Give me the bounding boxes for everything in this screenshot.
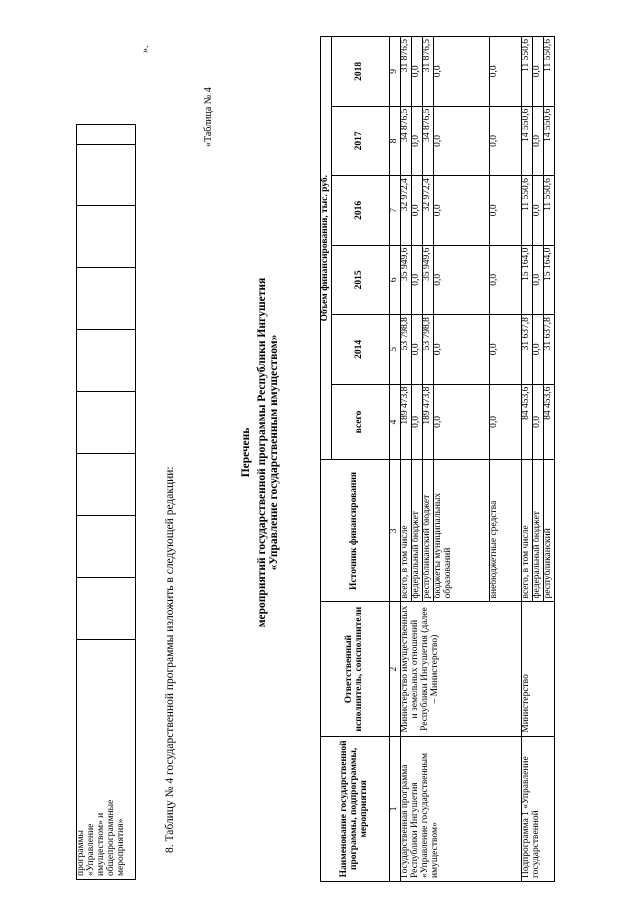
source-cell: внебюджетные средства: [489, 460, 521, 602]
column-number: 3: [389, 460, 400, 602]
value-cell: 0,0: [433, 37, 489, 107]
empty-cell: [77, 392, 136, 454]
paragraph-8: 8. Таблицу № 4 государственной программы изложить в следующей редакции:: [164, 466, 176, 853]
subprogram-executor: Министерство: [521, 602, 554, 736]
value-cell: 0,0: [411, 106, 422, 175]
header-year: 2014: [331, 315, 389, 384]
empty-cell: [77, 125, 136, 145]
empty-cell: [77, 206, 136, 268]
value-cell: 0,0: [433, 384, 489, 460]
header-row-1: [321, 37, 332, 882]
value-cell: 14 550,6: [521, 106, 532, 175]
heading-line-1: Перечень: [240, 427, 252, 478]
source-cell: всего, в том числе: [400, 460, 411, 602]
source-cell: всего, в том числе: [521, 460, 532, 602]
header-name: Наименование государственной программы, подпрограммы, мероприятия: [321, 736, 390, 881]
column-number: 5: [389, 315, 400, 384]
header-volume: Объем финансирования, тыс. руб.: [321, 37, 332, 460]
value-cell: 0,0: [489, 176, 521, 245]
value-cell: 11 550,6: [521, 176, 532, 245]
empty-cell: [77, 268, 136, 330]
value-cell: 34 876,5: [400, 106, 411, 175]
value-cell: 189 473,8: [422, 384, 433, 460]
value-cell: 84 453,6: [543, 384, 554, 460]
value-cell: 0,0: [411, 315, 422, 384]
column-number: 9: [389, 37, 400, 107]
value-cell: 14 550,6: [543, 106, 554, 175]
value-cell: 0,0: [489, 315, 521, 384]
value-cell: 0,0: [411, 245, 422, 314]
column-number-row: [389, 37, 400, 882]
table-row: [521, 37, 532, 882]
value-cell: 15 164,0: [543, 245, 554, 314]
empty-cell: [77, 145, 136, 206]
value-cell: 0,0: [532, 176, 543, 245]
program-executor: Министерство имущественных и земельных отношений Республики Ингушетия (далее – Министерство): [400, 602, 521, 736]
value-cell: 0,0: [489, 106, 521, 175]
column-number: 1: [389, 736, 400, 881]
value-cell: 35 949,6: [400, 245, 411, 314]
source-cell: республиканский бюджет: [422, 460, 433, 602]
value-cell: 0,0: [489, 245, 521, 314]
source-cell: федеральный бюджет: [532, 460, 543, 602]
value-cell: 0,0: [411, 176, 422, 245]
value-cell: 53 798,8: [422, 315, 433, 384]
value-cell: 0,0: [433, 245, 489, 314]
empty-cell: [77, 578, 136, 640]
table-number-label: «Таблица № 4: [203, 87, 214, 147]
heading-line-2: мероприятий государственной программы Республики Ингушетия: [256, 277, 268, 628]
value-cell: 0,0: [489, 37, 521, 107]
value-cell: 189 473,8: [400, 384, 411, 460]
value-cell: 0,0: [433, 106, 489, 175]
value-cell: 0,0: [433, 315, 489, 384]
value-cell: 0,0: [532, 315, 543, 384]
closing-quote-mark: ».: [140, 45, 151, 53]
fragment-line: программы: [76, 830, 86, 876]
value-cell: 0,0: [411, 37, 422, 107]
value-cell: 31 876,5: [400, 37, 411, 107]
empty-cell: [77, 454, 136, 516]
source-cell: республиканский: [543, 460, 554, 602]
value-cell: 0,0: [532, 384, 543, 460]
value-cell: 0,0: [489, 384, 521, 460]
column-number: 2: [389, 602, 400, 736]
header-year: 2016: [331, 176, 389, 245]
header-year: 2018: [331, 37, 389, 107]
value-cell: 0,0: [411, 384, 422, 460]
column-number: 6: [389, 245, 400, 314]
program-activities-table: [320, 36, 555, 882]
value-cell: 11 550,6: [543, 37, 554, 107]
value-cell: 0,0: [532, 37, 543, 107]
value-cell: 11 550,6: [521, 37, 532, 107]
fragment-text-cell: [77, 640, 136, 880]
empty-cell: [77, 330, 136, 392]
subprogram-name: Подпрограмма 1 «Управление государственной: [521, 736, 554, 881]
header-total: всего: [331, 384, 389, 460]
value-cell: 32 972,4: [422, 176, 433, 245]
fragment-line: мероприятия»: [115, 818, 126, 876]
value-cell: 0,0: [532, 106, 543, 175]
column-number: 4: [389, 384, 400, 460]
fragment-line: общепрограммные: [105, 799, 116, 876]
program-name: Государственная программа Республики Ингушетия «Управление государственным имуществом»: [400, 736, 521, 881]
column-number: 7: [389, 176, 400, 245]
column-number: 8: [389, 106, 400, 175]
value-cell: 34 876,5: [422, 106, 433, 175]
value-cell: 0,0: [433, 176, 489, 245]
header-year: 2017: [331, 106, 389, 175]
value-cell: 31 876,5: [422, 37, 433, 107]
previous-table-fragment: [76, 124, 136, 880]
fragment-line: «Управление: [85, 823, 96, 876]
value-cell: 31 637,8: [521, 315, 532, 384]
value-cell: 31 637,8: [543, 315, 554, 384]
value-cell: 11 550,6: [543, 176, 554, 245]
source-cell: бюджеты муниципальных образований: [433, 460, 489, 602]
value-cell: 84 453,6: [521, 384, 532, 460]
heading-line-3: «Управление государственным имуществом»: [268, 334, 280, 571]
header-source: Источник финансирования: [321, 460, 390, 602]
value-cell: 15 164,0: [521, 245, 532, 314]
header-executor: Ответственный исполнитель, соисполнители: [321, 602, 390, 736]
source-cell: федеральный бюджет: [411, 460, 422, 602]
value-cell: 53 798,8: [400, 315, 411, 384]
value-cell: 32 972,4: [400, 176, 411, 245]
fragment-line: имуществом» и: [95, 812, 106, 876]
table-row: [400, 37, 411, 882]
header-year: 2015: [331, 245, 389, 314]
empty-cell: [77, 516, 136, 578]
value-cell: 0,0: [532, 245, 543, 314]
value-cell: 35 949,6: [422, 245, 433, 314]
